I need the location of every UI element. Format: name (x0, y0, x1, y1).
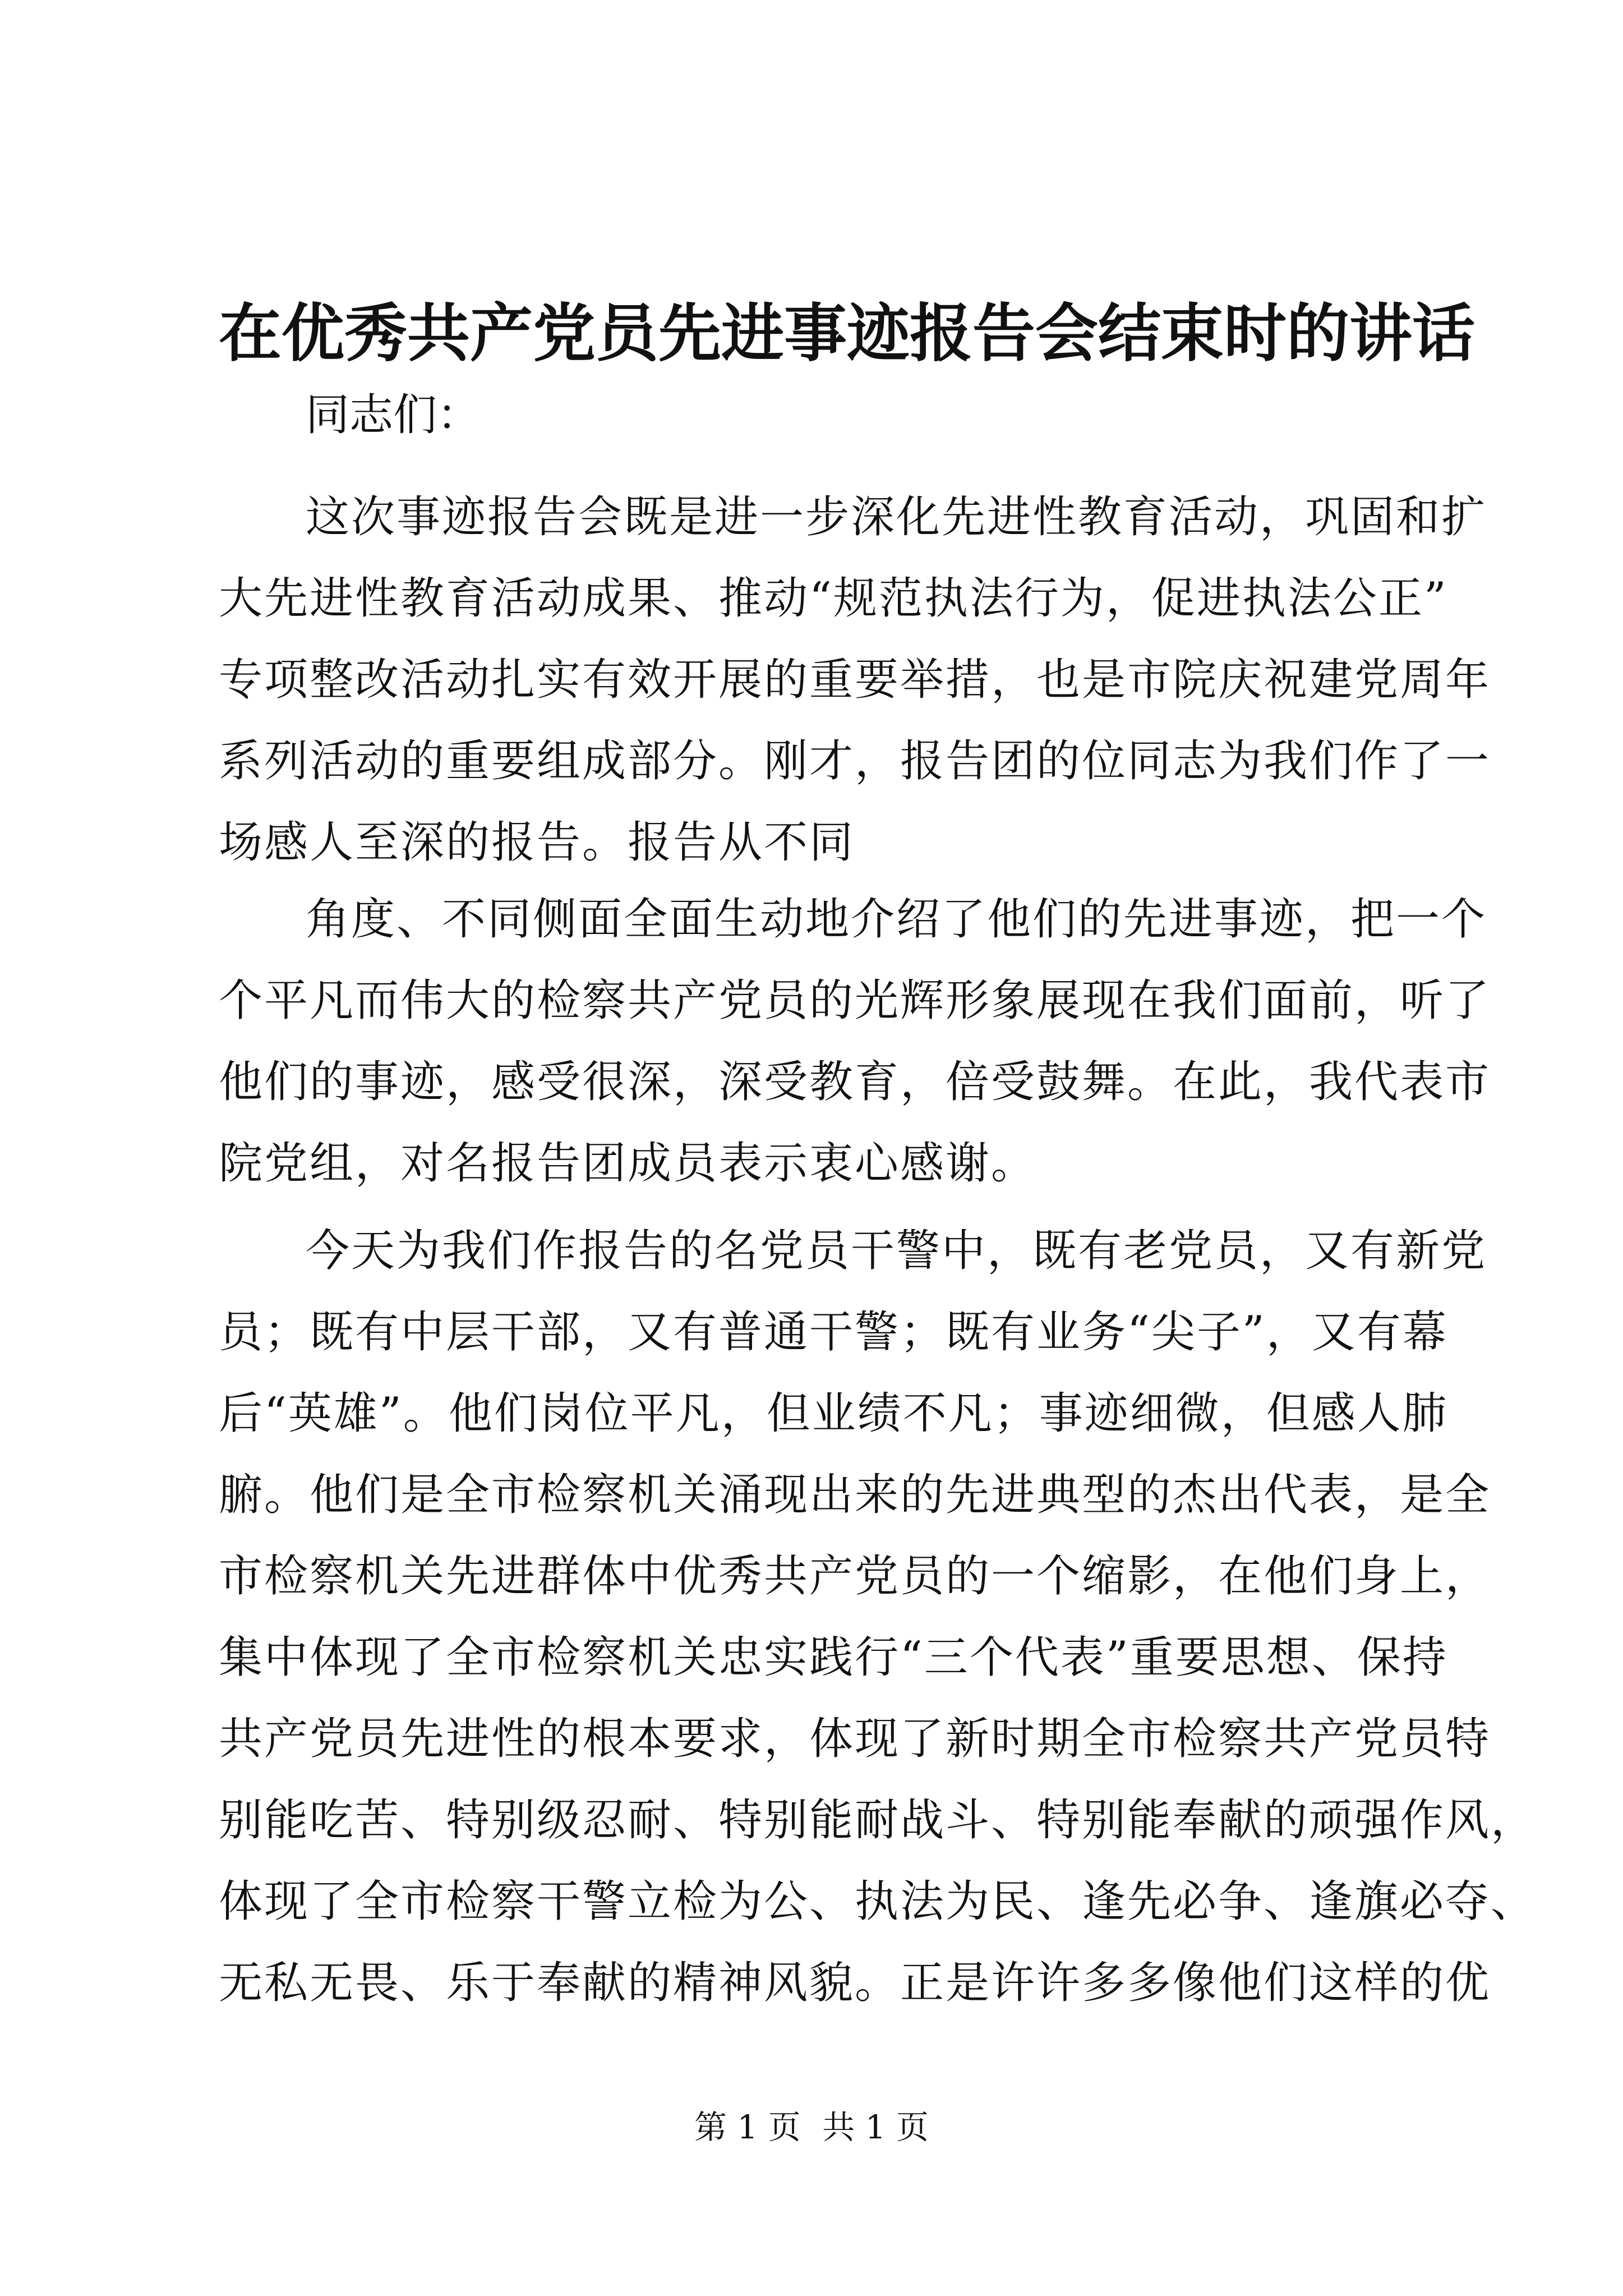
paragraph-line: 员；既有中层干部，又有普通干警；既有业务“尖子”，又有幕 (219, 1307, 1448, 1358)
total-pages: 共 1 页 (822, 2108, 929, 2146)
paragraph-line: 专项整改活动扎实有效开展的重要举措，也是市院庆祝建党周年 (219, 655, 1491, 705)
paragraph-line: 市检察机关先进群体中优秀共产党员的一个缩影，在他们身上， (219, 1551, 1491, 1602)
paragraph-line: 今天为我们作报告的名党员干警中，既有老党员，又有新党 (306, 1226, 1487, 1276)
salutation: 同志们： (306, 390, 481, 440)
paragraph-line: 系列活动的重要组成部分。刚才，报告团的位同志为我们作了一 (219, 736, 1491, 786)
paragraph-line: 个平凡而伟大的检察共产党员的光辉形象展现在我们面前，听了 (219, 976, 1491, 1026)
paragraph-line: 大先进性教育活动成果、推动“规范执法行为，促进执法公正” (219, 573, 1448, 624)
page-footer (0, 2105, 1623, 2150)
paragraph-line: 院党组，对名报告团成员表示衷心感谢。 (219, 1138, 1037, 1189)
paragraph-line: 他们的事迹，感受很深，深受教育，倍受鼓舞。在此，我代表市 (219, 1057, 1491, 1107)
paragraph-line: 无私无畏、乐于奉献的精神风貌。正是许许多多像他们这样的优 (219, 1958, 1491, 2008)
paragraph-line: 场感人至深的报告。报告从不同 (219, 817, 855, 868)
document-title: 在优秀共产党员先进事迹报告会结束时的讲话 (219, 297, 1475, 370)
paragraph-3 (219, 1211, 1537, 2024)
paragraph-line: 别能吃苦、特别级忍耐、特别能耐战斗、特别能奉献的顽强作风， (219, 1795, 1537, 1846)
paragraph-line: 这次事迹报告会既是进一步深化先进性教育活动，巩固和扩 (306, 492, 1487, 542)
paragraph-line: 角度、不同侧面全面生动地介绍了他们的先进事迹，把一个 (306, 894, 1487, 945)
paragraph-1 (219, 347, 1491, 884)
paragraph-line: 集中体现了全市检察机关忠实践行“三个代表”重要思想、保持 (219, 1632, 1448, 1683)
paragraph-line: 体现了全市检察干警立检为公、执法为民、逢先必争、逢旗必夺、 (219, 1876, 1537, 1927)
paragraph-2 (219, 879, 1491, 1204)
paragraph-line: 后“英雄”。他们岗位平凡，但业绩不凡；事迹细微，但感人肺 (219, 1388, 1448, 1439)
paragraph-line: 腑。他们是全市检察机关涌现出来的先进典型的杰出代表，是全 (219, 1470, 1491, 1520)
page-number: 第 1 页 (694, 2108, 801, 2146)
paragraph-line: 共产党员先进性的根本要求，体现了新时期全市检察共产党员特 (219, 1714, 1491, 1764)
